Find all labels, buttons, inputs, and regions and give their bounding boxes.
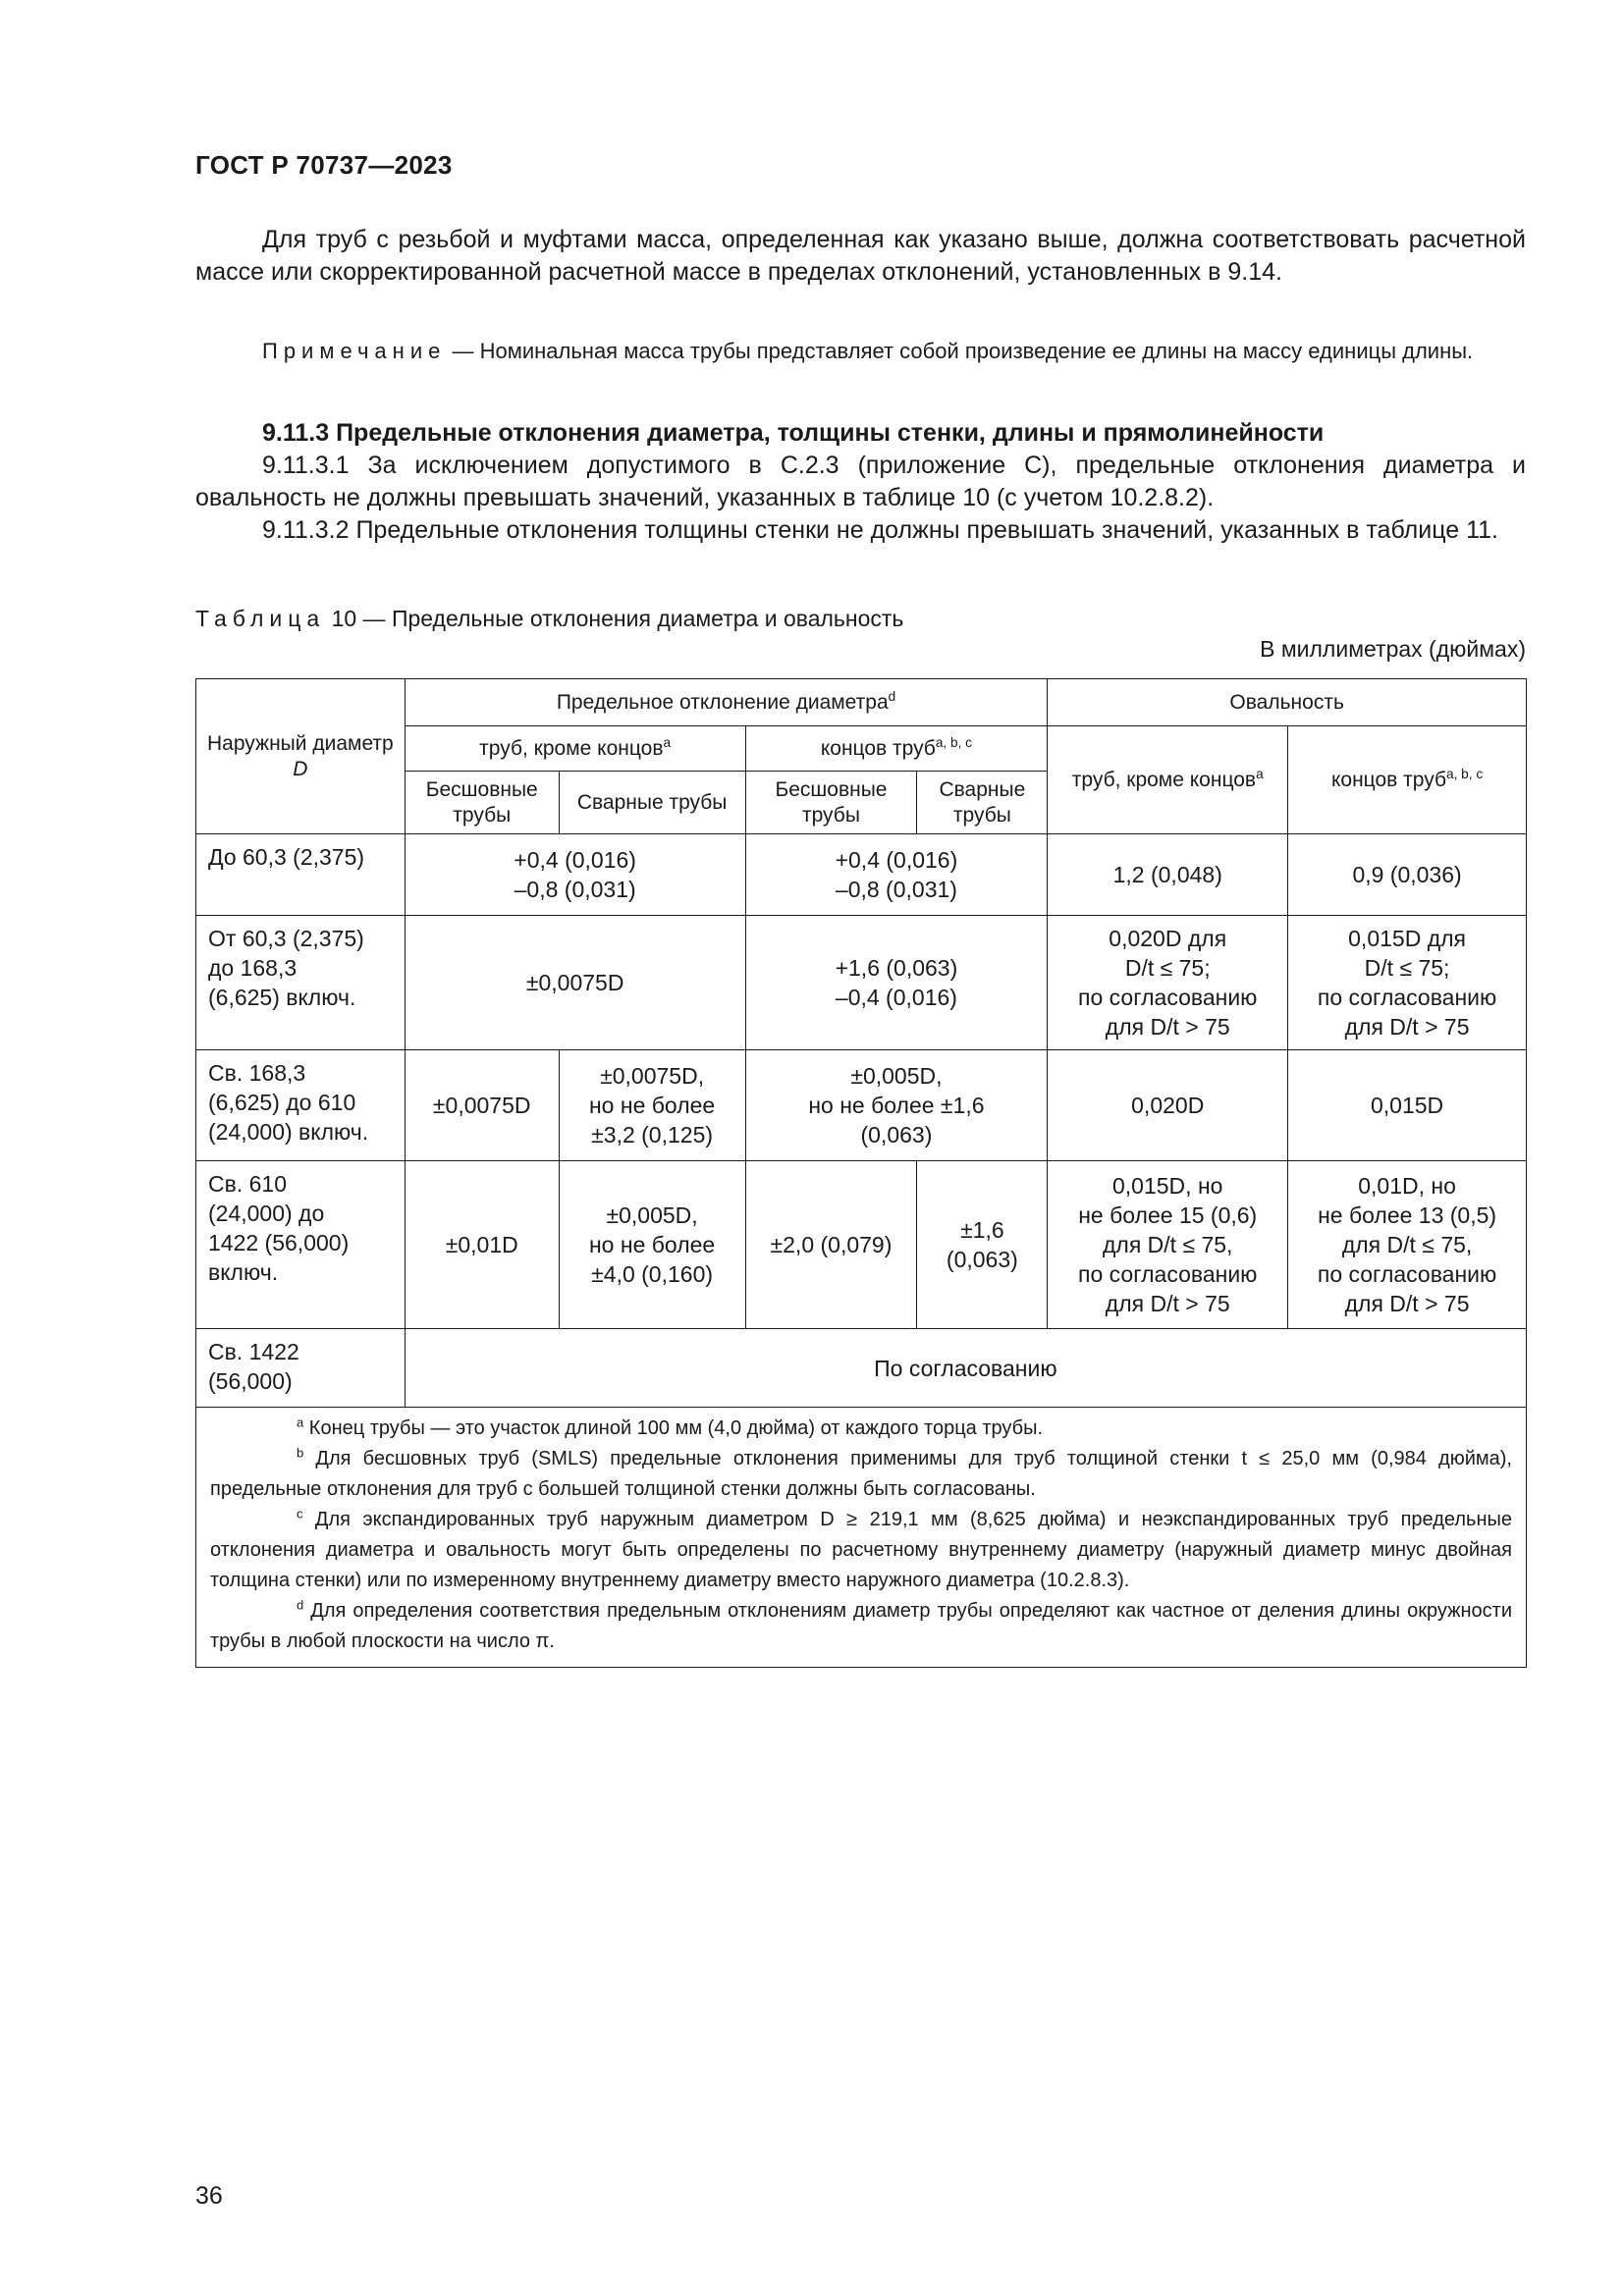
header-pipes-except-ends: труб, кроме концов$^a$ (405, 726, 745, 772)
page-number: 36 (195, 2182, 223, 2210)
cell-body-welded: ±0,005D, но не более ±4,0 (0,160) (559, 1161, 745, 1329)
paragraph-9-11-3-1: 9.11.3.1 За исключением допустимого в С.2.3 (приложение С), предельные отклонения диаметра и овальность не должны превышать значений, указанных в таблице 10 (с учетом 10.2.8.2). (195, 452, 1526, 511)
table-units: В миллиметрах (дюймах) (1260, 636, 1526, 662)
cell-diameter: Св. 610 (24,000) до 1422 (56,000) включ. (196, 1161, 406, 1329)
footnote-b: $^b$ Для бесшовных труб (SMLS) предельные отклонения применимы для труб толщиной стенки t ≤ 25,0 мм (0,984 дюйма), предельные отклонения для труб с большей толщиной стенки должны быть согласованы. (210, 1445, 1512, 1500)
header-ovality-pipes-except-ends: труб, кроме концов$^a$ (1048, 726, 1288, 834)
cell-ovality-ends: 0,015D для D/t ≤ 75; по согласованию для D/t > 75 (1288, 916, 1527, 1050)
header-ovality-pipe-ends: концов труб$^{a, b, c}$ (1288, 726, 1527, 834)
cell-ovality-ends: 0,9 (0,036) (1288, 834, 1527, 916)
header-diameter-deviation: Предельное отклонение диаметра$^d$ (405, 679, 1048, 726)
cell-ends-deviation: ±0,005D, но не более ±1,6 (0,063) (745, 1050, 1048, 1161)
cell-diameter: Св. 1422 (56,000) (196, 1329, 406, 1408)
table-row (196, 1329, 1527, 1408)
table-footnotes (196, 1408, 1527, 1668)
table-caption-text: 10 — Предельные отклонения диаметра и овальность (325, 606, 904, 631)
table-row (196, 834, 1527, 916)
table-row (196, 1050, 1527, 1161)
header-welded-body: Сварные трубы (559, 772, 745, 834)
cell-body-seamless: ±0,01D (405, 1161, 559, 1329)
note (195, 336, 1526, 367)
cell-ovality-body: 1,2 (0,048) (1048, 834, 1288, 916)
cell-body-seamless: ±0,0075D (405, 1050, 559, 1161)
cell-ovality-body: 0,020D для D/t ≤ 75; по согласованию для D/t > 75 (1048, 916, 1288, 1050)
cell-body-deviation: +0,4 (0,016) –0,8 (0,031) (405, 834, 745, 916)
cell-ends-welded: ±1,6 (0,063) (917, 1161, 1048, 1329)
header-seamless-ends: Бесшовные трубы (745, 772, 917, 834)
header-seamless-body: Бесшовные трубы (405, 772, 559, 834)
cell-ovality-ends: 0,015D (1288, 1050, 1527, 1161)
cell-by-agreement: По согласованию (405, 1329, 1526, 1408)
cell-ovality-body: 0,015D, но не более 15 (0,6) для D/t ≤ 75, по согласованию для D/t > 75 (1048, 1161, 1288, 1329)
cell-diameter: До 60,3 (2,375) (196, 834, 406, 916)
cell-body-deviation: ±0,0075D (405, 916, 745, 1050)
cell-ovality-body: 0,020D (1048, 1050, 1288, 1161)
cell-ovality-ends: 0,01D, но не более 13 (0,5) для D/t ≤ 75, по согласованию для D/t > 75 (1288, 1161, 1527, 1329)
body-paragraph-1: Для труб с резьбой и муфтами масса, определенная как указано выше, должна соответствовать расчетной массе или скорректированной расчетной массе в пределах отклонений, установленных в 9.14. (195, 226, 1526, 286)
table-caption (195, 606, 903, 632)
table-footnotes-row (196, 1408, 1527, 1668)
note-text: — Номинальная масса трубы представляет собой произведение ее длины на массу единицы длины. (446, 339, 1474, 363)
table-caption-label: Таблица (195, 606, 326, 631)
header-welded-ends: Сварные трубы (917, 772, 1048, 834)
cell-ends-deviation: +0,4 (0,016) –0,8 (0,031) (745, 834, 1048, 916)
cell-diameter: От 60,3 (2,375) до 168,3 (6,625) включ. (196, 916, 406, 1050)
table-row (196, 916, 1527, 1050)
cell-ends-deviation: +1,6 (0,063) –0,4 (0,016) (745, 916, 1048, 1050)
document-header: ГОСТ Р 70737—2023 (195, 150, 453, 180)
header-pipe-ends: концов труб$^{a, b, c}$ (745, 726, 1048, 772)
footnote-c: $^c$ Для экспандированных труб наружным диаметром D ≥ 219,1 мм (8,625 дюйма) и неэкспандированных труб предельные отклонения диаметра и овальность могут быть определены по расчетному внутреннему диаметру (наружный диаметр минус двойная толщина стенки) или по измеренному внутреннему диаметру вместо наружного диаметра (10.2.8.3). (210, 1506, 1512, 1591)
note-label: Примечание (262, 339, 447, 363)
paragraph-9-11-3-2: 9.11.3.2 Предельные отклонения толщины стенки не должны превышать значений, указанных в таблице 11. (262, 516, 1498, 544)
section-9-11-3 (195, 417, 1526, 547)
cell-ends-seamless: ±2,0 (0,079) (745, 1161, 917, 1329)
table-10 (195, 678, 1527, 1668)
footnote-d: $^d$ Для определения соответствия предельным отклонениям диаметр трубы определяют как частное от деления длины окружности трубы в любой плоскости на число π. (210, 1597, 1512, 1652)
header-outer-diameter: Наружный диаметр D (196, 679, 406, 834)
footnote-a: $^a$ Конец трубы — это участок длиной 100 мм (4,0 дюйма) от каждого торца трубы. (297, 1415, 1044, 1439)
table-row (196, 1161, 1527, 1329)
header-ovality: Овальность (1048, 679, 1527, 726)
section-title: 9.11.3 Предельные отклонения диаметра, толщины стенки, длины и прямолинейности (262, 419, 1325, 447)
cell-diameter: Св. 168,3 (6,625) до 610 (24,000) включ. (196, 1050, 406, 1161)
cell-body-welded: ±0,0075D, но не более ±3,2 (0,125) (559, 1050, 745, 1161)
